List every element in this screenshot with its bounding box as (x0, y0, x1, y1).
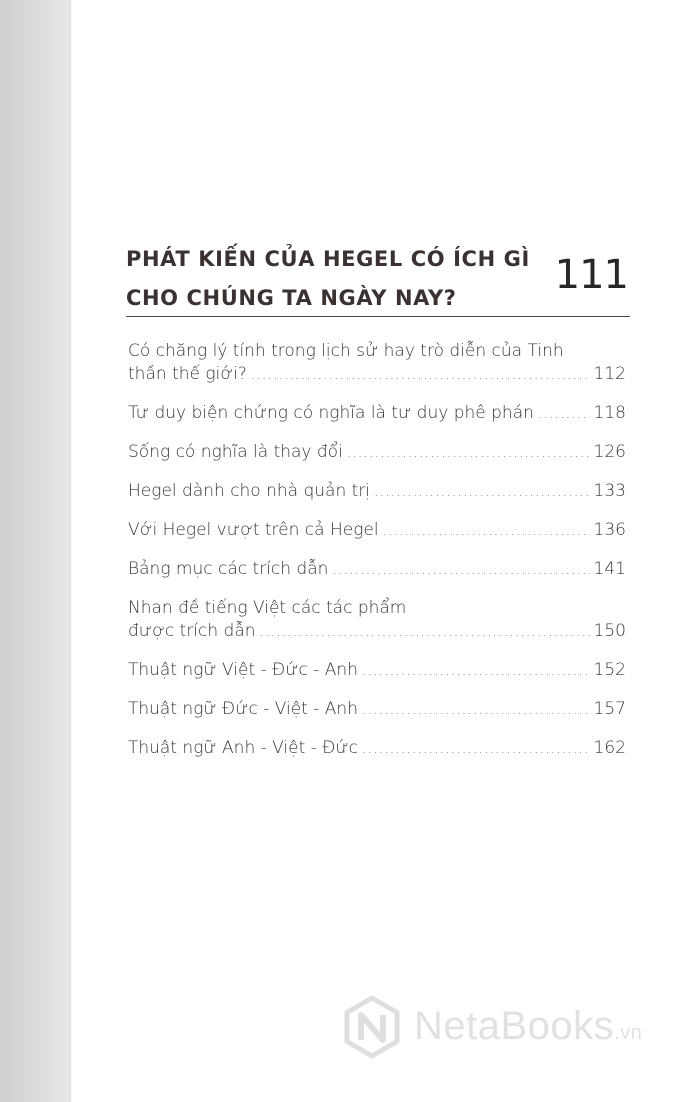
toc-entry-page: 112 (593, 364, 626, 384)
watermark-text (414, 1003, 642, 1056)
dot-leader (362, 738, 590, 761)
toc-entry-title: Sống có nghĩa là thay đổi (128, 442, 343, 462)
watermark (340, 995, 700, 1059)
toc-entry-page: 126 (593, 442, 626, 462)
dot-leader (538, 403, 590, 426)
toc-entry-title: thần thế giới? (128, 364, 247, 384)
toc-entry[interactable] (128, 698, 626, 722)
toc-entry[interactable] (128, 402, 626, 426)
chapter-heading (126, 240, 630, 316)
chapter-title-line: PHÁT KIẾN CỦA HEGEL CÓ ÍCH GÌ (126, 247, 530, 271)
dot-leader (374, 481, 590, 504)
chapter-page-number: 111 (554, 252, 628, 298)
chapter-title-line: CHO CHÚNG TA NGÀY NAY? (126, 286, 457, 310)
page-gutter-edge (69, 0, 72, 1102)
toc-entry[interactable] (128, 519, 626, 543)
toc-entry[interactable] (128, 597, 626, 644)
toc-entry-page: 157 (593, 699, 626, 719)
toc-entry[interactable] (128, 737, 626, 761)
dot-leader (383, 520, 590, 543)
dot-leader (332, 559, 589, 582)
toc-entry[interactable] (128, 558, 626, 582)
table-of-contents (128, 340, 626, 776)
toc-entry-title: được trích dẫn (128, 621, 256, 641)
watermark-brand: NetaBooks (414, 1004, 615, 1048)
toc-entry-title: Tư duy biện chứng có nghĩa là tư duy phê phán (128, 403, 534, 423)
toc-entry-page: 118 (593, 403, 626, 423)
toc-entry-title: Có chăng lý tính trong lịch sử hay trò diễn của Tinh (128, 341, 564, 361)
dot-leader (251, 364, 590, 387)
toc-entry-title: Với Hegel vượt trên cả Hegel (128, 520, 379, 540)
toc-entry-page: 136 (593, 520, 626, 540)
toc-entry[interactable] (128, 441, 626, 465)
toc-entry-title: Thuật ngữ Anh - Việt - Đức (128, 738, 358, 758)
toc-entry-page: 141 (593, 559, 626, 579)
toc-entry[interactable] (128, 480, 626, 504)
toc-entry-page: 162 (593, 738, 626, 758)
toc-entry[interactable] (128, 659, 626, 683)
dot-leader (362, 660, 590, 683)
toc-entry-title: Hegel dành cho nhà quản trị (128, 481, 371, 501)
chapter-title (126, 240, 546, 318)
page-gutter-shadow (0, 0, 69, 1102)
heading-rule (126, 316, 630, 317)
watermark-suffix: .vn (614, 1022, 643, 1044)
toc-entry-title: Thuật ngữ Việt - Đức - Anh (128, 660, 358, 680)
toc-entry-page: 152 (593, 660, 626, 680)
toc-entry-page: 133 (593, 481, 626, 501)
toc-entry-title: Thuật ngữ Đức - Việt - Anh (128, 699, 358, 719)
dot-leader (362, 699, 590, 722)
toc-entry[interactable] (128, 340, 626, 387)
toc-entry-title: Nhan đề tiếng Việt các tác phẩm (128, 598, 407, 618)
dot-leader (260, 621, 590, 644)
netabooks-logo-icon (340, 995, 404, 1059)
dot-leader (347, 442, 590, 465)
toc-entry-title: Bảng mục các trích dẫn (128, 559, 329, 579)
toc-entry-page: 150 (593, 621, 626, 641)
